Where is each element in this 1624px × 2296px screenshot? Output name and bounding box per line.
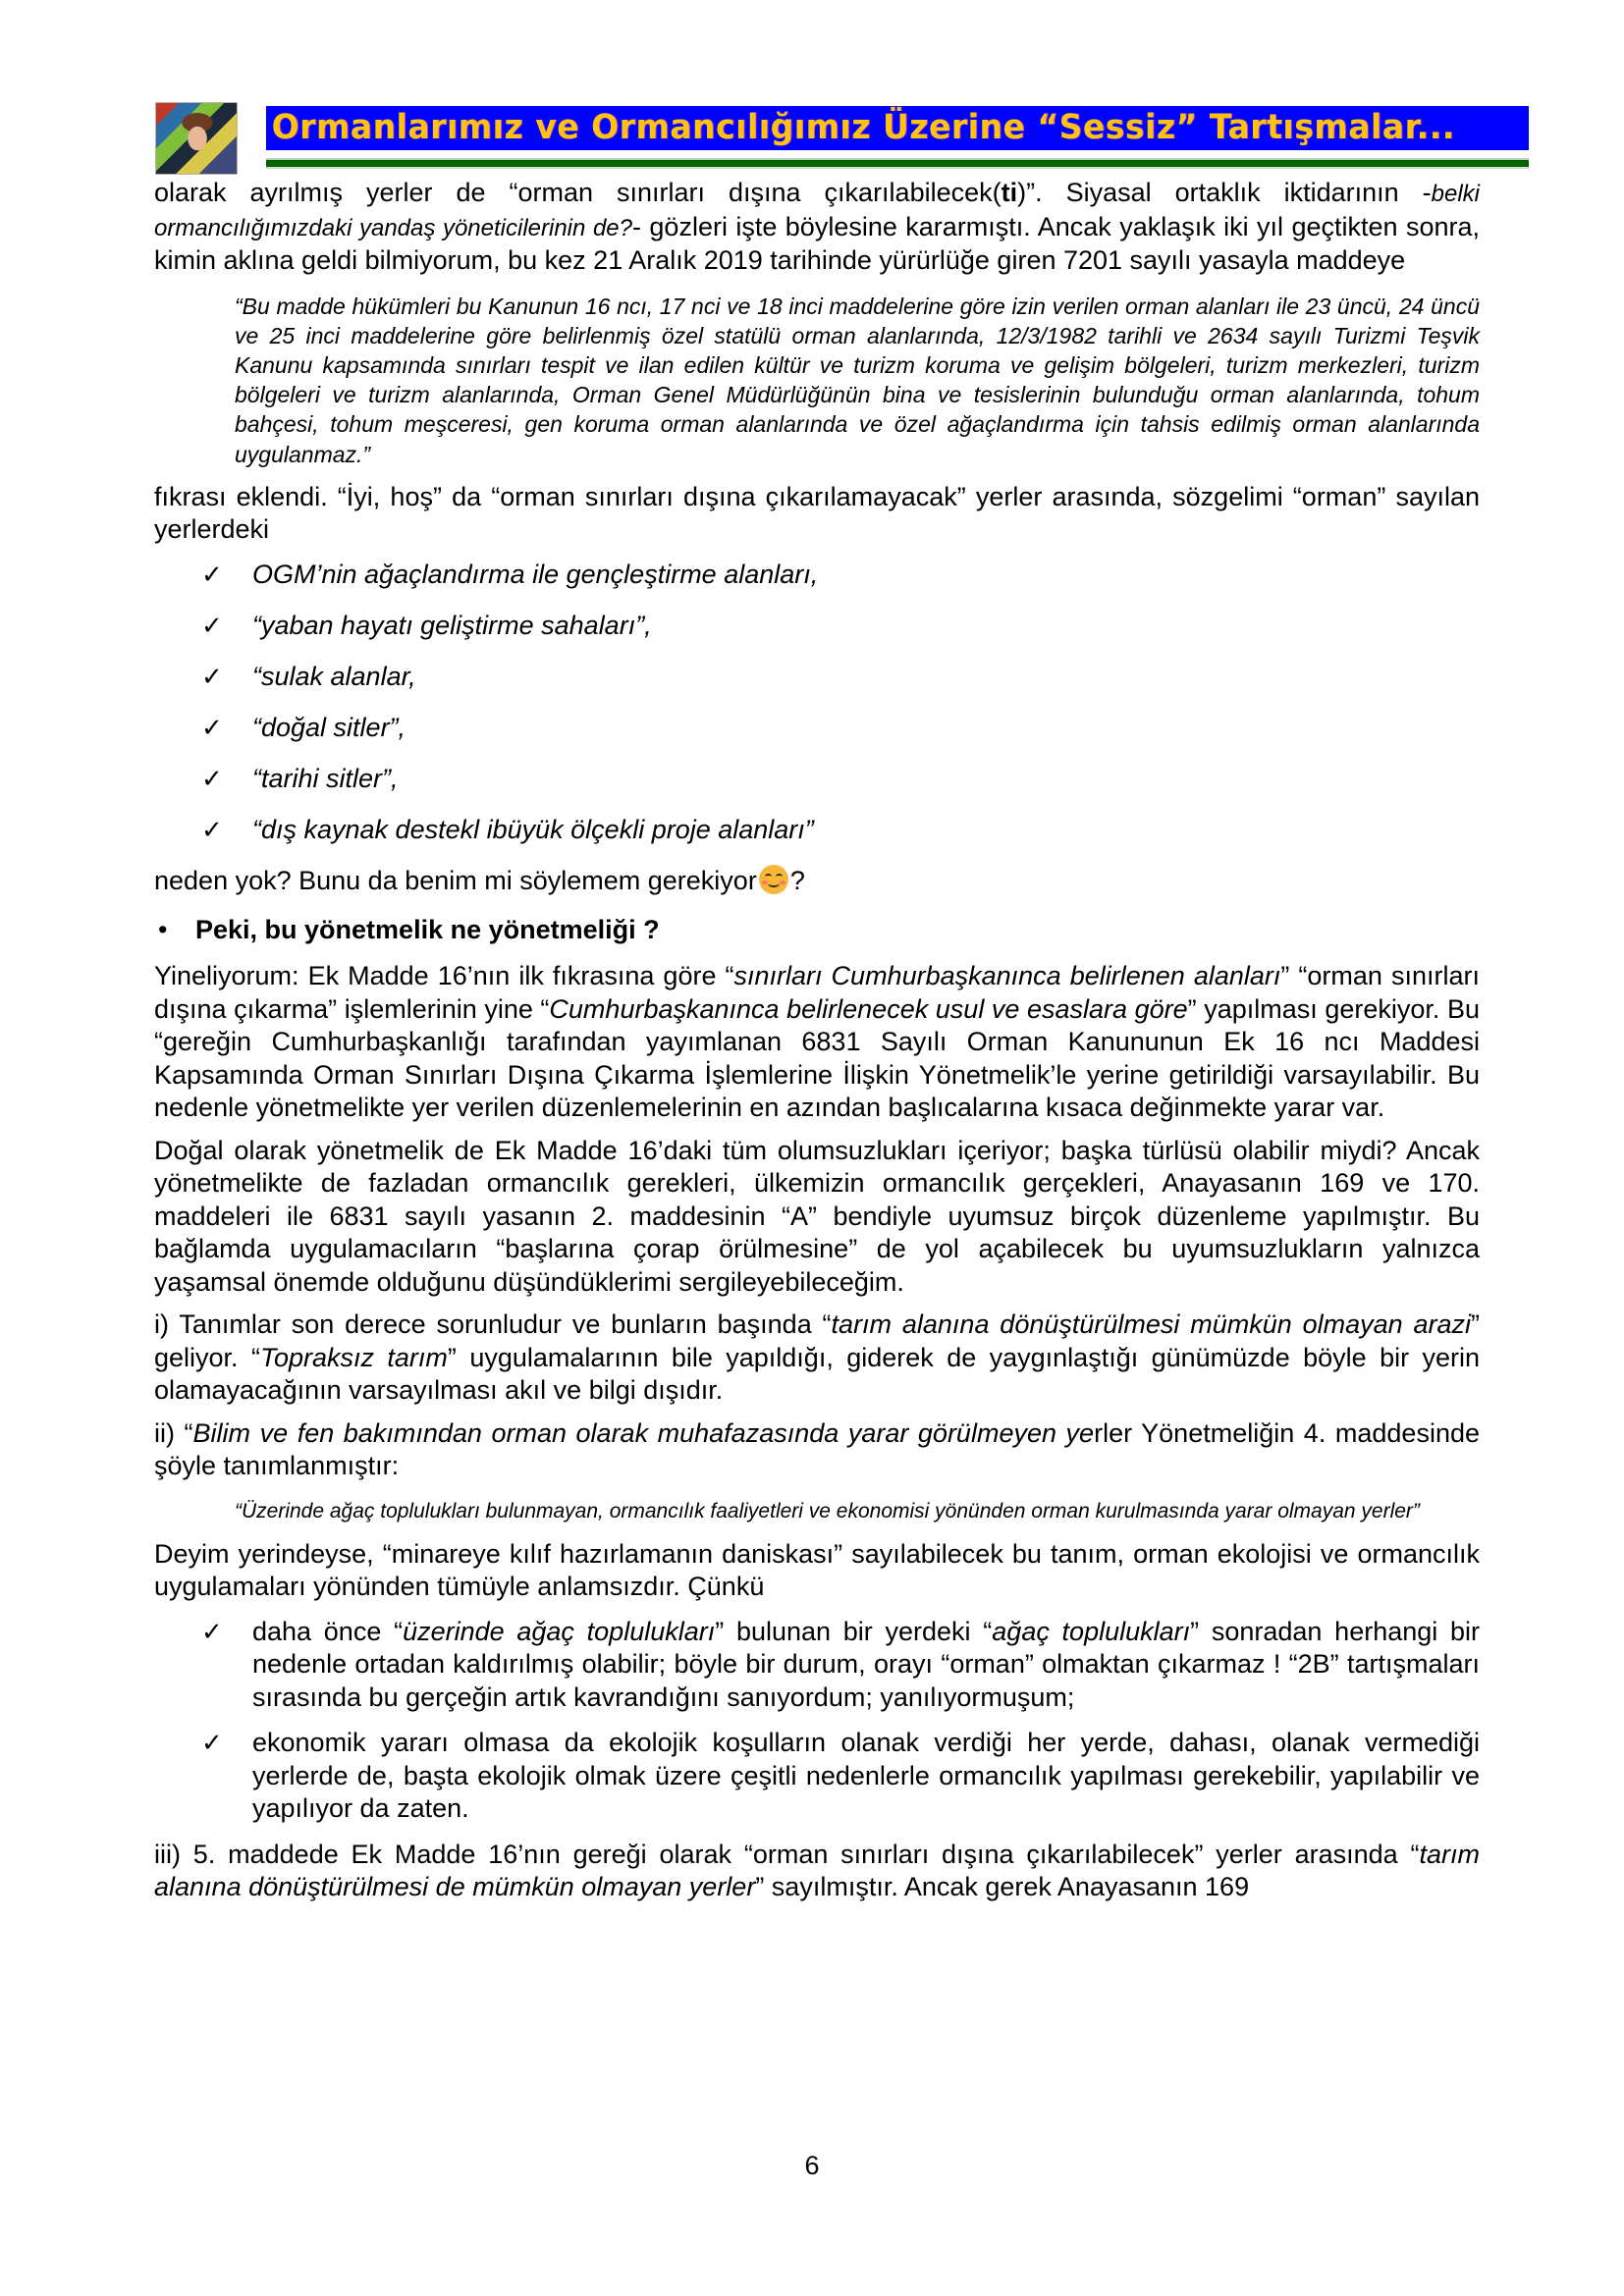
- list-item: ✓ “yaban hayatı geliştirme sahaları”,: [201, 610, 652, 640]
- list-item: ✓ OGM’nin ağaçlandırma ile gençleştirme alanları,: [201, 559, 819, 589]
- list-item: ✓ “sulak alanlar,: [201, 661, 416, 691]
- checkmark-icon: ✓: [201, 1728, 223, 1758]
- paragraph-6: i) Tanımlar son derece sorunludur ve bunların başında “tarım alanına dönüştürülmesi mümkün olmayan arazi” geliyor. “Topraksız tarım” uygulamalarının bile yapıldığı, giderek de yaygınlaştığı günümüzde böyle bir yerin olamayacağının varsayılması akıl ve bilgi dışıdır.: [154, 1309, 1481, 1406]
- checkmark-icon: ✓: [201, 661, 223, 691]
- paragraph-3: neden yok? Bunu da benim mi söylemem gerekiyor ?: [154, 865, 805, 895]
- paragraph-4: Yineliyorum: Ek Madde 16’nın ilk fıkrasına göre “sınırları Cumhurbaşkanınca belirlenen alanları” “orman sınırları dışına çıkarma” işlemlerinin yine “Cumhurbaşkanınca belirlenecek usul ve esaslara göre” yapılması gerekiyor. Bu “gereğin Cumhurbaşkanlığı tarafından yayımlanan 6831 Sayılı Orman Kanununun Ek 16 ncı Maddesi Kapsamında Orman Sınırları Dışına Çıkarma İşlemlerine İlişkin Yönetmelik’le yerine getirildiği varsayılabilir. Bu nedenle yönetmelikte yer verilen düzenlemelerinin en azından başlıcalarına kısaca değinmekte yarar var.: [154, 961, 1480, 1123]
- header-rule: [266, 158, 1529, 169]
- list-item: ✓ “tarihi sitler”,: [201, 763, 399, 793]
- checkmark-icon: ✓: [201, 610, 223, 640]
- checkmark-icon: ✓: [201, 1616, 223, 1646]
- regulation-quote: “Üzerinde ağaç toplulukları bulunmayan, ormancılık faaliyetleri ve ekonomisi yönünden orman kurulmasında yarar olmayan yerler”: [235, 1499, 1420, 1522]
- section-heading: • Peki, bu yönetmelik ne yönetmeliği ?: [158, 915, 660, 945]
- list-item: ✓ “doğal sitler”,: [201, 712, 406, 742]
- checkmark-icon: ✓: [201, 712, 223, 742]
- smiley-emoji-icon: [759, 865, 788, 894]
- list-item: ✓ “dış kaynak destekl ibüyük ölçekli proje alanları”: [201, 814, 814, 844]
- paragraph-5: Doğal olarak yönetmelik de Ek Madde 16’daki tüm olumsuzlukları içeriyor; başka türlüsü olabilir miydi? Ancak yönetmelikte de fazladan ormancılık gerekleri, ülkemizin ormancılık gerçekleri, Anayasanın 169 ve 170. maddeleri ile 6831 sayılı yasanın 2. maddesinin “A” bendiyle uyumsuz birçok düzenleme yapılmıştır. Bu bağlamda uygulamacıların “başlarına çorap örülmesine” de yol açabilecek bu uyumsuzlukların yalnızca yaşamsal önemde olduğunu düşündüklerimi sergileyebileceğim.: [154, 1135, 1480, 1297]
- checkmark-icon: ✓: [201, 814, 223, 844]
- list-item: ✓ daha önce “üzerinde ağaç toplulukları” bulunan bir yerdeki “ağaç toplulukları” sonradan herhangi bir nedenle ortadan kaldırılmış olabilir; böyle bir durum, orayı “orman” olmaktan çıkarmaz ! “2B” tartışmaları sırasında bu gerçeğin artık kavrandığını sanıyordum; yanılıyormuşum;: [201, 1616, 1481, 1712]
- paragraph-1: olarak ayrılmış yerler de “orman sınırları dışına çıkarılabilecek(ti)”. Siyasal ortaklık iktidarının -belki ormancılığımızdaki yandaş yöneticilerinin de?- gözleri işte böylesine kararmıştı. Ancak yaklaşık iki yıl geçtikten sonra, kimin aklına geldi bilmiyorum, bu kez 21 Aralık 2019 tarihinde yürürlüğe giren 7201 sayılı yasayla maddeye: [154, 178, 1480, 275]
- paragraph-2: fıkrası eklendi. “İyi, hoş” da “orman sınırları dışına çıkarılamayacak” yerler arasında, sözgelimi “orman” sayılan yerlerdeki: [154, 481, 1480, 545]
- bullet-icon: •: [158, 915, 168, 945]
- checklist-reasons: [154, 1616, 1480, 1826]
- checklist-excluded-areas: [154, 559, 1480, 846]
- law-quote: “Bu madde hükümleri bu Kanunun 16 ncı, 17 nci ve 18 inci maddelerine göre izin verilen orman alanları ile 23 üncü, 24 üncü ve 25 inci maddelerine göre belirlenmiş özel statülü orman alanlarında, 12/3/1982 tarihli ve 2634 sayılı Turizmi Teşvik Kanunu kapsamında sınırları tespit ve ilan edilen kültür ve turizm koruma ve gelişim bölgeleri, turizm merkezleri, turizm bölgeleri ve turizm alanlarında, Orman Genel Müdürlüğünün bina ve tesislerinin bulunduğu orman alanlarında, tohum bahçesi, tohum meşceresi, gen koruma orman alanlarında ve özel ağaçlandırma için tahsis edilmiş orman alanlarında uygulanmaz.”: [235, 293, 1480, 467]
- checkmark-icon: ✓: [201, 559, 223, 589]
- list-item: ✓ ekonomik yararı olmasa da ekolojik koşulların olanak verdiği her yerde, dahası, olanak vermediği yerlerde de, başta ekolojik olmak üzere çeşitli nedenlerle ormancılık yapılması gerekebilir, yapılabilir ve yapılıyor da zaten.: [201, 1728, 1480, 1824]
- page-header: [155, 102, 1530, 171]
- document-body: [154, 177, 1480, 1904]
- author-photo: [155, 102, 238, 175]
- checkmark-icon: ✓: [201, 763, 223, 793]
- page-number: 6: [804, 2151, 820, 2180]
- header-title: Ormanlarımız ve Ormancılığımız Üzerine “Sessiz” Tartışmalar...: [271, 108, 1455, 147]
- paragraph-7: ii) “Bilim ve fen bakımından orman olarak muhafazasında yarar görülmeyen yerler Yönetmeliğin 4. maddesinde şöyle tanımlanmıştır:: [154, 1417, 1480, 1481]
- header-banner: [266, 106, 1529, 150]
- paragraph-9: iii) 5. maddede Ek Madde 16’nın gereği olarak “orman sınırları dışına çıkarılabilecek” yerler arasında “tarım alanına dönüştürülmesi de mümkün olmayan yerler” sayılmıştır. Ancak gerek Anayasanın 169: [154, 1839, 1480, 1902]
- paragraph-8: Deyim yerindeyse, “minareye kılıf hazırlamanın daniskası” sayılabilecek bu tanım, orman ekolojisi ve ormancılık uygulamaları yönünden tümüyle anlamsızdır. Çünkü: [154, 1538, 1480, 1602]
